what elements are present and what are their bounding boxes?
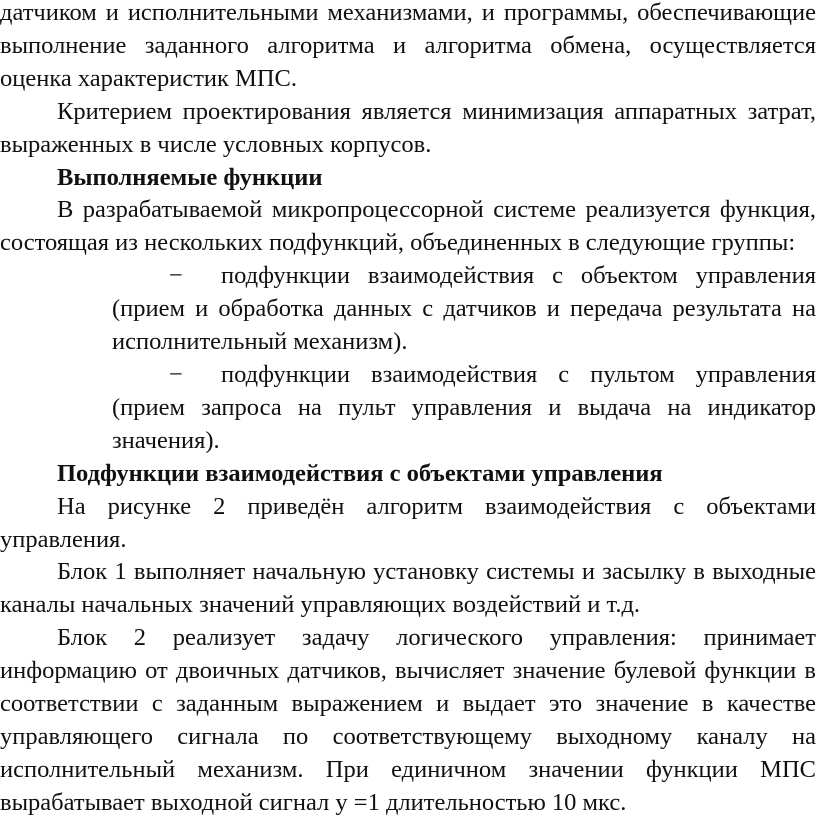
paragraph-block-1: Блок 1 выполняет начальную установку системы и засылку в выходные каналы начальных значений управляющих воздействий и т.д. <box>0 558 816 619</box>
list-item <box>112 359 816 458</box>
section-heading-subfunctions: Подфункции взаимодействия с объектами управления <box>57 459 663 487</box>
section-heading-functions: Выполняемые функции <box>57 163 323 191</box>
list-item-text: подфункции взаимодействия с пультом управления (прием запроса на пульт управления и выдача на индикатор значения). <box>112 360 816 454</box>
paragraph-continuation: датчиком и исполнительными механизмами, и программы, обеспечивающие выполнение заданного алгоритма и алгоритма обмена, осуществляется оценка характеристик МПС. <box>0 0 816 92</box>
dash-marker: − <box>169 360 183 388</box>
paragraph-block-2: Блок 2 реализует задачу логического управления: принимает информацию от двоичных датчиков, вычисляет значение булевой функции в соответствии с заданным выражением и выдает это значение в качестве управляющего сигнала по соответствующему выходному каналу на исполнительный механизм. При единичном значении функции МПС вырабатывает выходной сигнал y =1 длительностью 10 мкс. <box>0 624 816 816</box>
paragraph-functions-intro: В разрабатываемой микропроцессорной системе реализуется функция, состоящая из нескольких подфункций, объединенных в следующие группы: <box>0 196 816 257</box>
dash-marker: − <box>169 262 183 290</box>
paragraph-design-criterion: Критерием проектирования является минимизация аппаратных затрат, выраженных в числе условных корпусов. <box>0 97 816 158</box>
paragraph-figure-reference: На рисунке 2 приведён алгоритм взаимодействия с объектами управления. <box>0 492 816 553</box>
list-item-text: подфункции взаимодействия с объектом управления (прием и обработка данных с датчиков и передача результата на исполнительный механизм). <box>112 262 816 356</box>
list-item <box>112 260 816 359</box>
